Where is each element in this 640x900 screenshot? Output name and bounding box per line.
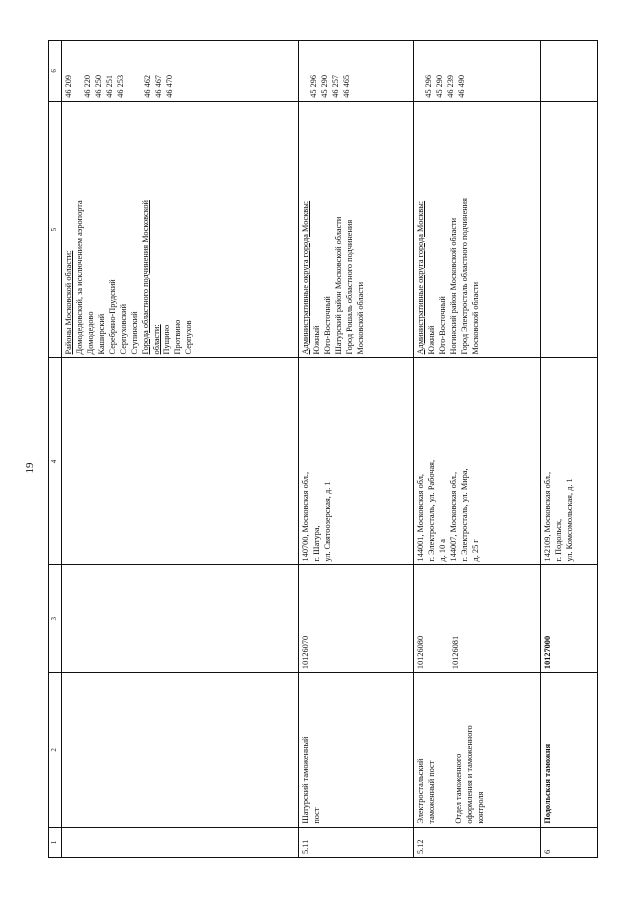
document-table-container (48, 40, 586, 858)
area-line: Южный (311, 325, 321, 355)
column-header-6: 6 (49, 41, 62, 102)
cell-okato-codes (541, 41, 598, 102)
area-line: Каширский (96, 313, 106, 355)
cell-office-name (414, 673, 541, 828)
office-code: 10127000 (543, 635, 552, 670)
cell-office-code (299, 565, 414, 673)
office-name-line: Отдел таможенного (453, 753, 463, 824)
cell-row-number (62, 827, 299, 857)
okato-code: 46 251 (104, 74, 114, 98)
address-line: г. Подольск, (553, 518, 563, 562)
okato-code: 45 290 (319, 74, 329, 98)
column-header-2: 2 (49, 673, 62, 828)
line-gap (135, 44, 143, 98)
page-number: 19 (24, 462, 36, 474)
okato-code: 45 296 (424, 74, 433, 98)
office-code: 10126081 (450, 635, 460, 670)
area-line: Районы Московской области: (64, 250, 73, 355)
cell-office-code (62, 565, 299, 673)
area-line: Пущино (162, 324, 172, 355)
cell-office-code (414, 565, 541, 673)
okato-code: 46 465 (341, 74, 351, 98)
cell-address (541, 358, 598, 565)
area-line: Города областного подчинения Московской (140, 200, 150, 355)
line-gap (435, 568, 443, 669)
okato-code: 46 470 (164, 74, 174, 98)
area-line: Шатурский район Московской области (333, 216, 343, 355)
office-name-line: пост (311, 807, 321, 824)
area-line: Протвино (173, 319, 183, 355)
cell-address (62, 358, 299, 565)
address-line: г. Электросталь, ул. Мира, (459, 468, 469, 562)
customs-posts-table (48, 40, 598, 858)
address-line: 140700, Московская обл., (301, 471, 310, 562)
area-line: Ступинский (129, 311, 139, 355)
table-row (62, 41, 299, 858)
area-line: Город Рошаль областного подчинения (344, 219, 354, 355)
office-name-line: Электростальский (416, 758, 425, 824)
row-number: 5.11 (301, 839, 310, 854)
cell-office-name (299, 673, 414, 828)
row-number: 5.12 (416, 839, 425, 854)
okato-code: 45 290 (434, 74, 444, 98)
cell-okato-codes (414, 41, 541, 102)
okato-code: 46 257 (330, 74, 340, 98)
address-line: г. Шатура, (311, 525, 321, 562)
area-line: Южный (426, 325, 436, 355)
area-line: Ногинский район Московской области (448, 217, 458, 355)
area-line: Домодедово (85, 311, 95, 355)
office-name-line: таможенный пост (426, 760, 436, 824)
area-line: Серпухов (184, 320, 194, 355)
cell-okato-codes (62, 41, 299, 102)
area-line: области: (151, 324, 161, 355)
okato-code: 46 250 (93, 74, 103, 98)
address-line: 142109, Московская обл., (543, 471, 552, 562)
area-line: Юго-Восточный (437, 296, 447, 355)
address-line: ул. Комсомольская, д. 1 (564, 478, 574, 562)
cell-office-code (541, 565, 598, 673)
okato-code: 46 490 (456, 74, 466, 98)
area-line: Московской области (355, 281, 365, 355)
address-line: г. Электросталь, ул. Рабочая, (426, 459, 436, 562)
line-gap (301, 44, 309, 98)
area-line: Административные округа города Москвы: (301, 200, 310, 355)
line-gap (446, 676, 454, 824)
table-row (541, 41, 598, 858)
line-gap (427, 568, 435, 669)
cell-address (414, 358, 541, 565)
line-gap (127, 44, 135, 98)
okato-code: 45 296 (309, 74, 318, 98)
cell-okato-codes (299, 41, 414, 102)
office-name-line: контроля (475, 791, 485, 824)
cell-address (299, 358, 414, 565)
cell-office-name (62, 673, 299, 828)
okato-code: 46 467 (153, 74, 163, 98)
area-line: Московской области (470, 281, 480, 355)
column-header-3: 3 (49, 565, 62, 673)
office-name-line: Подольская таможня (543, 743, 552, 824)
cell-jurisdiction-areas (62, 101, 299, 358)
table-header (49, 41, 62, 858)
line-gap (443, 568, 451, 669)
cell-office-name (541, 673, 598, 828)
address-line: д. 25 г (470, 539, 480, 562)
table-row (414, 41, 541, 858)
office-name-line: оформления и таможенного (464, 725, 474, 824)
row-number: 6 (543, 849, 552, 854)
area-line: Серебряно-Прудский (107, 279, 117, 355)
area-line: Домодедовский, за исключением аэропорта (74, 200, 84, 355)
column-header-4: 4 (49, 358, 62, 565)
address-line: д. 10 а (437, 539, 447, 562)
cell-jurisdiction-areas (414, 101, 541, 358)
area-line: Юго-Восточный (322, 296, 332, 355)
column-header-1: 1 (49, 827, 62, 857)
line-gap (438, 676, 446, 824)
column-header-5: 5 (49, 101, 62, 358)
table-row (299, 41, 414, 858)
okato-code: 46 253 (115, 74, 125, 98)
address-line: 144007, Московская обл., (448, 471, 458, 562)
address-line: ул. Святоозерская, д. 1 (322, 481, 332, 562)
line-gap (416, 44, 424, 98)
cell-row-number (299, 827, 414, 857)
okato-code: 46 462 (142, 74, 152, 98)
okato-code: 46 209 (64, 74, 73, 98)
office-name-line: Шатурский таможенный (301, 736, 310, 824)
area-line: Серпуховский (118, 303, 128, 355)
cell-jurisdiction-areas (299, 101, 414, 358)
table-body (62, 41, 598, 858)
cell-row-number (414, 827, 541, 857)
area-line: Административные округа города Москвы: (416, 200, 425, 355)
rotated-table-frame (48, 40, 586, 858)
office-code: 10126070 (301, 635, 310, 670)
area-line: Город Электросталь областного подчинения (459, 198, 469, 355)
okato-code: 46 220 (82, 74, 92, 98)
office-code: 10126080 (416, 635, 425, 670)
line-gap (75, 44, 83, 98)
okato-code: 46 239 (445, 74, 455, 98)
cell-jurisdiction-areas (541, 101, 598, 358)
cell-row-number (541, 827, 598, 857)
address-line: 144001, Московская обл, (416, 474, 425, 562)
